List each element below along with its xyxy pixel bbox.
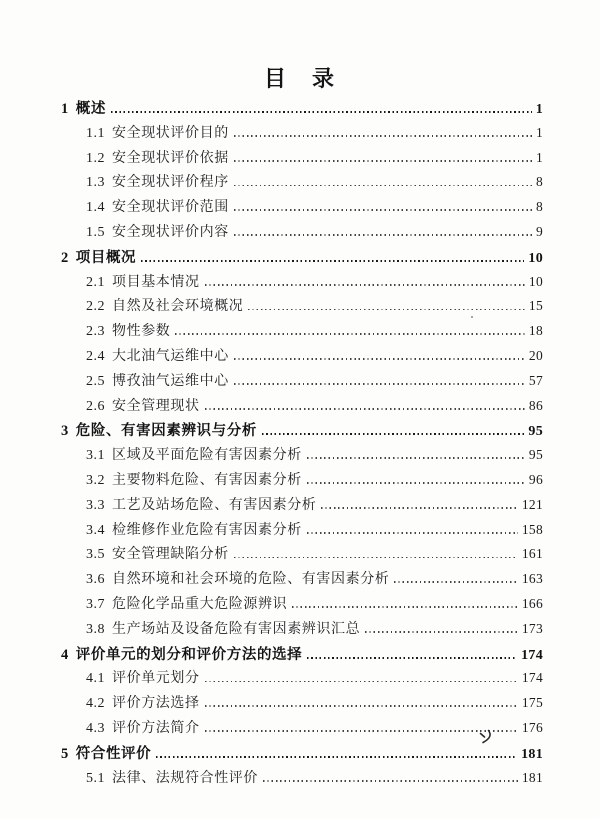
toc-entry <box>61 714 543 739</box>
toc-entry <box>61 540 543 565</box>
toc-leader-dots <box>205 408 525 410</box>
toc-entry <box>61 689 543 714</box>
toc-leader-dots <box>234 358 525 360</box>
toc-entry <box>61 764 543 789</box>
toc-entry <box>61 441 543 466</box>
toc-leader-dots <box>365 631 518 633</box>
toc-entry-title: 评价方法选择 <box>112 696 200 712</box>
page-title: 目 录 <box>263 66 336 91</box>
toc-entry <box>61 168 543 193</box>
toc-entry-page: 121 <box>521 496 543 512</box>
toc-leader-dots <box>141 260 524 262</box>
toc-entry <box>61 367 543 392</box>
scan-speck <box>471 316 473 318</box>
toc-entry-page: 158 <box>521 521 543 537</box>
toc-leader-dots <box>234 383 525 385</box>
toc-entry-number: 2.2 <box>86 299 105 315</box>
toc-entry <box>61 218 543 243</box>
toc-entry-page: 173 <box>521 620 543 636</box>
toc-entry-page: 20 <box>528 347 543 363</box>
toc-leader-dots <box>205 730 518 732</box>
toc-entry-title: 安全现状评价范围 <box>112 200 229 216</box>
toc-entry-title: 评价方法简介 <box>112 720 200 736</box>
toc-entry-title: 项目基本情况 <box>112 274 200 290</box>
toc-entry-number: 3.7 <box>86 596 105 612</box>
toc-leader-dots <box>307 482 525 484</box>
toc-entry-number: 3.2 <box>86 472 105 488</box>
toc-leader-dots <box>111 111 532 113</box>
toc-entry-title: 博孜油气运维中心 <box>112 373 229 389</box>
toc-entry-page: 166 <box>521 595 543 611</box>
toc-entry-page: 176 <box>521 719 543 735</box>
toc-entry-page: 174 <box>521 670 543 686</box>
toc-entry <box>61 615 543 640</box>
toc-leader-dots <box>394 581 517 583</box>
toc-entry-page: 10 <box>528 273 543 289</box>
toc-entry-number: 3.8 <box>86 621 105 637</box>
toc-entry <box>61 292 543 317</box>
toc-entry <box>61 640 543 665</box>
toc-entry-page: 161 <box>521 546 543 562</box>
toc-entry-title: 安全现状评价程序 <box>112 175 229 191</box>
toc-entry-number: 3 <box>61 423 69 440</box>
toc-leader-dots <box>175 333 524 335</box>
toc-leader-dots <box>234 185 532 187</box>
toc-entry <box>61 119 543 144</box>
toc-entry <box>61 516 543 541</box>
toc-entry-title: 安全管理缺陷分析 <box>112 547 229 563</box>
toc-leader-dots <box>321 507 517 509</box>
toc-entry-number: 2.3 <box>86 324 105 340</box>
toc-entry-number: 2.6 <box>86 398 105 414</box>
toc-entry-title: 概述 <box>75 101 106 117</box>
toc-entry-title: 工艺及站场危险、有害因素分析 <box>112 497 317 513</box>
toc-leader-dots <box>234 234 532 236</box>
toc-leader-dots <box>205 705 518 707</box>
toc-leader-dots <box>248 309 524 311</box>
toc-leader-dots <box>205 284 525 286</box>
toc-entry-title: 安全现状评价依据 <box>112 150 229 166</box>
toc-entry-number: 1 <box>61 101 69 117</box>
toc-entry-number: 1.5 <box>86 224 105 240</box>
toc-leader-dots <box>234 160 532 162</box>
toc-entry-number: 2.1 <box>86 274 105 290</box>
toc-entry <box>61 739 543 764</box>
toc-leader-dots <box>307 657 517 659</box>
toc-entry-number: 1.2 <box>86 150 105 166</box>
toc-leader-dots <box>234 557 518 559</box>
toc-entry-page: 175 <box>521 695 543 711</box>
toc-entry-title: 安全现状评价内容 <box>112 224 229 240</box>
toc-entry-page: 1 <box>535 102 543 117</box>
toc-entry-title: 大北油气运维中心 <box>112 348 229 364</box>
toc-entry-number: 4.2 <box>86 696 105 712</box>
toc-entry <box>61 565 543 590</box>
toc-entry-title: 生产场站及设备危险有害因素辨识汇总 <box>112 621 361 637</box>
toc-entry <box>61 144 543 169</box>
toc-entry-number: 3.6 <box>86 572 105 588</box>
toc-entry <box>61 243 543 268</box>
toc-entry-page: 1 <box>535 124 543 140</box>
toc-entry <box>61 317 543 342</box>
toc-entry-title: 符合性评价 <box>75 745 152 762</box>
toc-entry-title: 自然及社会环境概况 <box>112 299 244 315</box>
toc-leader-dots <box>263 780 518 782</box>
toc-leader-dots <box>156 756 517 758</box>
toc-entry <box>61 392 543 417</box>
toc-entry-page: 57 <box>528 372 543 388</box>
toc-entry-title: 危险、有害因素辨识与分析 <box>75 423 257 440</box>
toc-entry-number: 5 <box>61 745 69 762</box>
toc-leader-dots <box>234 135 532 137</box>
toc-entry-page: 174 <box>521 647 543 663</box>
toc-entry-number: 1.1 <box>86 125 105 141</box>
toc-entry-page: 95 <box>528 447 543 463</box>
toc-entry-title: 检维修作业危险有害因素分析 <box>112 522 302 538</box>
toc-entry-title: 评价单元划分 <box>112 671 200 687</box>
toc-entry-title: 评价单元的划分和评价方法的选择 <box>75 646 303 663</box>
toc-entry-number: 1.3 <box>86 175 105 191</box>
toc-entry-number: 3.3 <box>86 497 105 513</box>
toc-entry-page: 10 <box>528 250 543 266</box>
toc-entry-title: 主要物料危险、有害因素分析 <box>112 472 302 488</box>
toc-entry-page: 1 <box>535 149 543 165</box>
toc-entry-page: 181 <box>521 769 543 785</box>
toc-entry-title: 危险化学品重大危险源辨识 <box>112 596 288 612</box>
toc-entry-title: 物性参数 <box>112 324 171 340</box>
toc-entry <box>61 193 543 218</box>
toc-entry-title: 项目概况 <box>75 249 137 266</box>
toc-entry-number: 2 <box>61 249 69 266</box>
toc-entry-page: 9 <box>535 223 543 239</box>
toc-entry-page: 15 <box>528 298 543 314</box>
toc-entry-number: 3.5 <box>86 547 105 563</box>
toc-entry-number: 2.4 <box>86 348 105 364</box>
toc-entry <box>61 416 543 441</box>
toc-entry <box>61 466 543 491</box>
toc-entry-page: 181 <box>521 746 543 762</box>
toc-entry-number: 3.1 <box>86 448 105 464</box>
toc-entry-page: 86 <box>528 397 543 413</box>
toc-entry <box>61 590 543 615</box>
toc-entry-page: 163 <box>521 571 543 587</box>
toc-entry-page: 95 <box>528 424 543 440</box>
toc-leader-dots <box>205 681 518 683</box>
toc-entry-number: 4.3 <box>86 720 105 736</box>
toc-entry <box>61 491 543 516</box>
toc-entry <box>61 268 543 293</box>
toc-entry-title: 自然环境和社会环境的危险、有害因素分析 <box>112 572 390 588</box>
toc-entry-title: 安全管理现状 <box>112 398 200 414</box>
toc-entry-title: 法律、法规符合性评价 <box>112 770 258 786</box>
toc-leader-dots <box>307 532 518 534</box>
toc-leader-dots <box>262 433 524 435</box>
toc-entry-page: 8 <box>535 199 543 215</box>
toc-entry-page: 96 <box>528 471 543 487</box>
toc-leader-dots <box>292 606 518 608</box>
toc-entry-number: 2.5 <box>86 373 105 389</box>
toc-entry-page: 8 <box>535 174 543 190</box>
toc-entry <box>61 664 543 689</box>
toc-entry-number: 4.1 <box>86 671 105 687</box>
toc-entry-number: 5.1 <box>86 770 105 786</box>
toc-leader-dots <box>234 209 532 211</box>
toc-entry <box>61 342 543 367</box>
handwritten-mark-icon <box>478 729 496 747</box>
toc-entry-title: 安全现状评价目的 <box>112 125 229 141</box>
toc-entry-number: 4 <box>61 646 69 663</box>
toc-entry-number: 3.4 <box>86 522 105 538</box>
toc-list <box>61 94 543 788</box>
toc-entry-title: 区域及平面危险有害因素分析 <box>112 448 302 464</box>
toc-entry-page: 18 <box>528 323 543 339</box>
toc-entry-number: 1.4 <box>86 200 105 216</box>
toc-leader-dots <box>307 457 525 459</box>
toc-entry <box>61 94 543 119</box>
